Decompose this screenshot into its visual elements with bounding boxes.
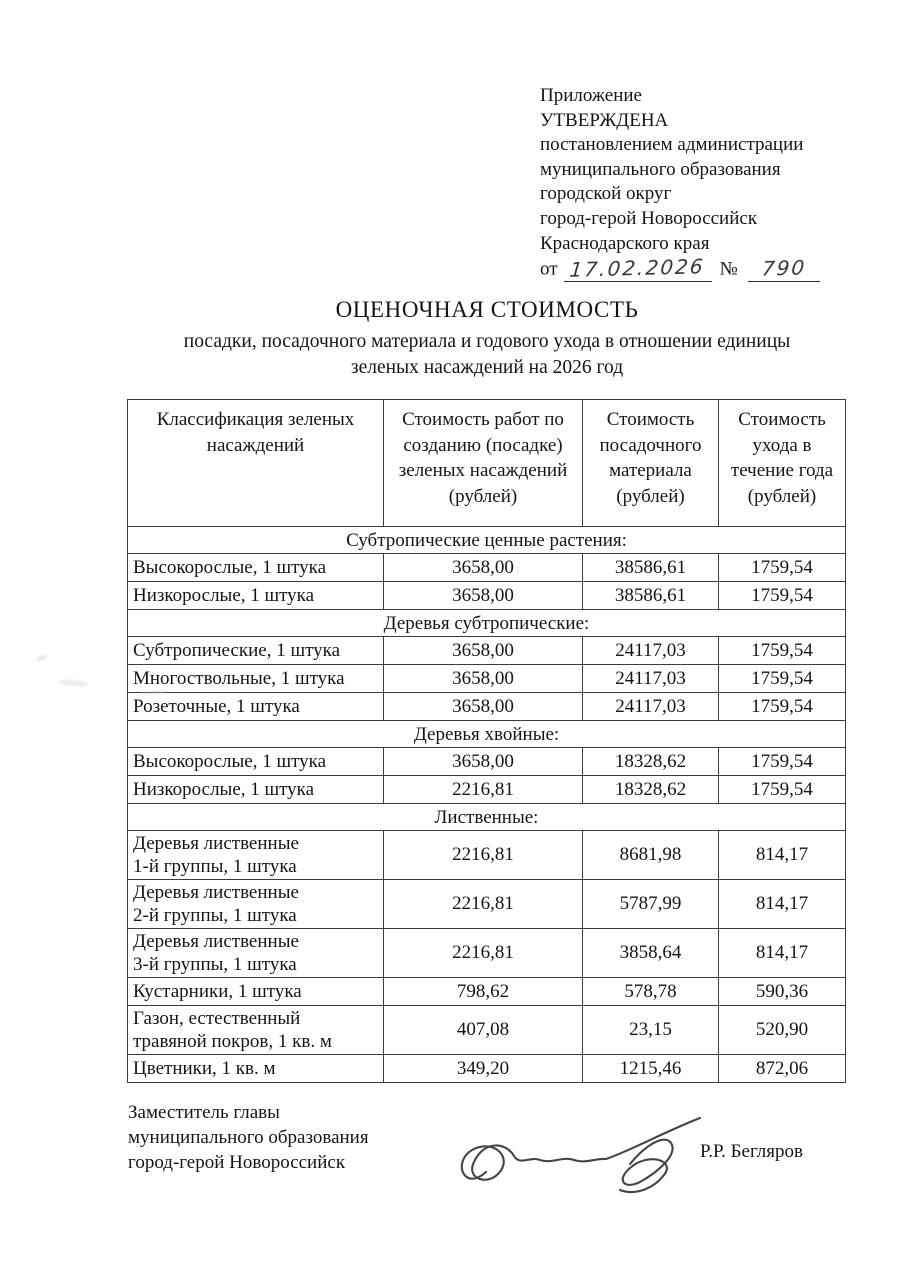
table-row: [128, 693, 846, 721]
cost-table: [127, 399, 846, 1083]
approval-line: муниципального образования: [540, 158, 781, 180]
col-header-classification: Классификация зеленых насаждений: [128, 400, 384, 527]
table-row: [128, 929, 846, 978]
row-value: 3658,00: [384, 693, 583, 721]
row-value: 3858,64: [583, 929, 719, 978]
page-subtitle: [70, 329, 904, 381]
signatory-title-line: Заместитель главы: [128, 1102, 280, 1123]
row-value: 2216,81: [384, 929, 583, 978]
approval-dateline: [540, 254, 870, 282]
row-label: Многоствольные, 1 штука: [128, 665, 384, 693]
row-value: 2216,81: [384, 831, 583, 880]
row-label: Газон, естественный травяной покров, 1 кв. м: [128, 1006, 384, 1055]
row-value: 349,20: [384, 1055, 583, 1083]
approval-line: Краснодарского края: [540, 232, 710, 254]
row-value: 1759,54: [719, 665, 846, 693]
date-blank: [564, 254, 712, 282]
row-value: 872,06: [719, 1055, 846, 1083]
row-value: 578,78: [583, 978, 719, 1006]
row-value: 24117,03: [583, 665, 719, 693]
scan-smudge: [36, 655, 49, 662]
row-value: 1759,54: [719, 776, 846, 804]
row-value: 38586,61: [583, 554, 719, 582]
row-value: 407,08: [384, 1006, 583, 1055]
subtitle-line: зеленых насаждений на 2026 год: [350, 357, 624, 378]
section-row: [128, 804, 846, 831]
row-value: 18328,62: [583, 776, 719, 804]
row-value: 798,62: [384, 978, 583, 1006]
approval-line: УТВЕРЖДЕНА: [540, 109, 669, 131]
title-block: [70, 297, 904, 381]
row-label: Низкорослые, 1 штука: [128, 776, 384, 804]
section-label: Лиственные:: [128, 804, 846, 831]
row-value: 1759,54: [719, 748, 846, 776]
row-value: 1759,54: [719, 637, 846, 665]
row-value: 23,15: [583, 1006, 719, 1055]
row-value: 18328,62: [583, 748, 719, 776]
row-value: 2216,81: [384, 880, 583, 929]
table-row: [128, 978, 846, 1006]
table-row: [128, 582, 846, 610]
table-row: [128, 880, 846, 929]
row-value: 3658,00: [384, 665, 583, 693]
row-value: 24117,03: [583, 637, 719, 665]
row-value: 38586,61: [583, 582, 719, 610]
section-label: Деревья субтропические:: [128, 610, 846, 637]
row-label: Цветники, 1 кв. м: [128, 1055, 384, 1083]
row-value: 1759,54: [719, 582, 846, 610]
cost-table-body: [128, 527, 846, 1083]
row-label: Розеточные, 1 штука: [128, 693, 384, 721]
date-label: от: [540, 258, 558, 280]
col-header-planting-cost: Стоимость работ по созданию (посадке) зеленых насаждений (рублей): [384, 400, 583, 527]
row-label: Кустарники, 1 штука: [128, 978, 384, 1006]
row-label: Высокорослые, 1 штука: [128, 554, 384, 582]
row-label: Деревья лиственные 2-й группы, 1 штука: [128, 880, 384, 929]
scan-smudge: [58, 679, 88, 687]
row-value: 8681,98: [583, 831, 719, 880]
row-value: 24117,03: [583, 693, 719, 721]
row-label: Деревья лиственные 1-й группы, 1 штука: [128, 831, 384, 880]
table-row: [128, 1055, 846, 1083]
signatory-title-line: муниципального образования: [128, 1127, 369, 1148]
page-title: ОЦЕНОЧНАЯ СТОИМОСТЬ: [335, 297, 639, 322]
row-value: 1215,46: [583, 1055, 719, 1083]
row-value: 3658,00: [384, 582, 583, 610]
section-label: Субтропические ценные растения:: [128, 527, 846, 554]
row-value: 1759,54: [719, 693, 846, 721]
row-value: 3658,00: [384, 637, 583, 665]
signatory-title-line: город-герой Новороссийск: [128, 1152, 346, 1173]
row-value: 1759,54: [719, 554, 846, 582]
section-row: [128, 527, 846, 554]
section-row: [128, 610, 846, 637]
table-row: [128, 1006, 846, 1055]
row-value: 590,36: [719, 978, 846, 1006]
table-row: [128, 665, 846, 693]
signature-stroke: [452, 1112, 704, 1204]
row-label: Высокорослые, 1 штука: [128, 748, 384, 776]
row-label: Субтропические, 1 штука: [128, 637, 384, 665]
col-header-material-cost: Стоимость посадочного материала (рублей): [583, 400, 719, 527]
table-row: [128, 554, 846, 582]
section-label: Деревья хвойные:: [128, 721, 846, 748]
signatory-name: Р.Р. Бегляров: [700, 1141, 803, 1162]
approval-line: город-герой Новороссийск: [540, 207, 758, 229]
table-header-row: [128, 400, 846, 527]
col-header-care-cost: Стоимость ухода в течение года (рублей): [719, 400, 846, 527]
handwritten-number: 790: [760, 255, 808, 281]
row-value: 814,17: [719, 831, 846, 880]
handwritten-date: 17.02.2026: [568, 254, 707, 282]
approval-line: городской округ: [540, 183, 672, 205]
approval-line: Приложение: [540, 85, 642, 106]
approval-block: [540, 84, 870, 282]
table-row: [128, 831, 846, 880]
row-value: 520,90: [719, 1006, 846, 1055]
row-value: 814,17: [719, 929, 846, 978]
table-row: [128, 776, 846, 804]
section-row: [128, 721, 846, 748]
number-blank: [748, 257, 820, 282]
table-row: [128, 637, 846, 665]
table-row: [128, 748, 846, 776]
row-value: 2216,81: [384, 776, 583, 804]
subtitle-line: посадки, посадочного материала и годового ухода в отношении единицы: [183, 331, 791, 352]
row-label: Деревья лиственные 3-й группы, 1 штука: [128, 929, 384, 978]
row-value: 3658,00: [384, 748, 583, 776]
signatory-title: [128, 1100, 448, 1175]
row-value: 814,17: [719, 880, 846, 929]
number-sign: №: [719, 258, 738, 280]
approval-line: постановлением администрации: [540, 134, 804, 156]
row-value: 3658,00: [384, 554, 583, 582]
row-value: 5787,99: [583, 880, 719, 929]
row-label: Низкорослые, 1 штука: [128, 582, 384, 610]
